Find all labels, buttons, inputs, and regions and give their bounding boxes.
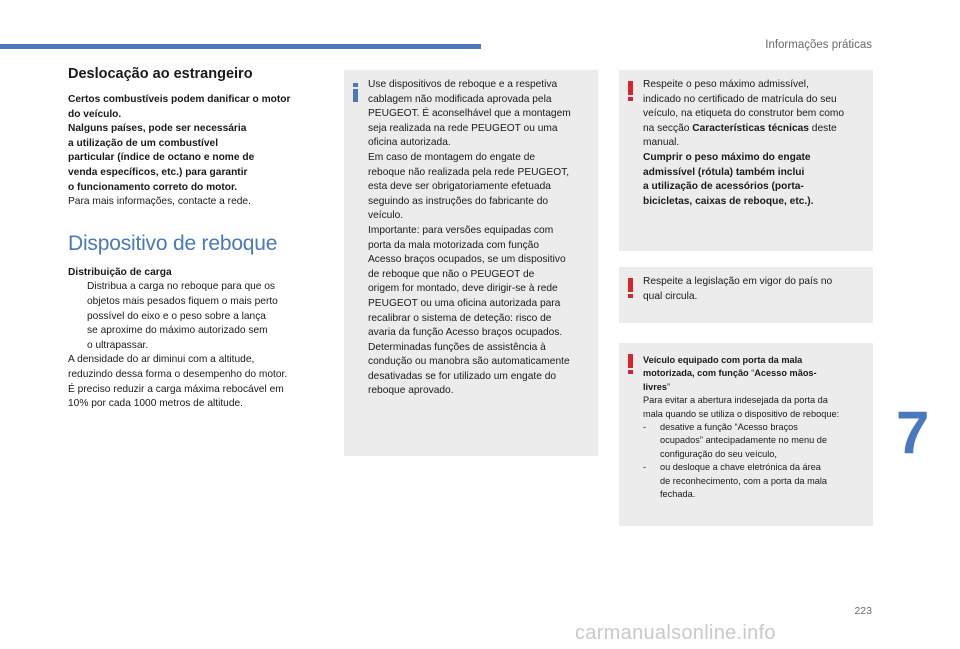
travel-contact-text: Para mais informações, contacte a rede. bbox=[68, 196, 251, 208]
tech-specs-ref: Características técnicas bbox=[692, 122, 809, 134]
load-heading: Distribuição de carga bbox=[68, 266, 172, 278]
page-number: 223 bbox=[854, 605, 872, 617]
tow-title: Dispositivo de reboque bbox=[68, 231, 278, 255]
warning-box-weight bbox=[619, 70, 873, 251]
density-text: A densidade do ar diminui com a altitude, reduzindo dessa forma o desempenho do motor. É preciso reduzir a carga máxima rebocável em 10% por cada 1000 metros de altitude. bbox=[68, 354, 288, 410]
watermark: carmanualsonline.info bbox=[575, 622, 776, 644]
warning-icon bbox=[628, 81, 633, 101]
left-column bbox=[68, 66, 332, 412]
travel-title: Deslocação ao estrangeiro bbox=[68, 66, 253, 82]
load-bullet: Distribua a carga no reboque para que os objetos mais pesados fiquem o mais perto possível do eixo e o peso sobre a lança se aproxime do máximo autorizado sem o ultrapassar. bbox=[87, 281, 278, 351]
warning-legislation-text: Respeite a legislação em vigor do país no qual circula. bbox=[643, 276, 833, 302]
info-box bbox=[344, 70, 598, 456]
travel-bold-text: Certos combustíveis podem danificar o motor do veículo. Nalguns países, pode ser necessária a utilização de um combustível particular (índice de octano e nome de venda específicos, etc.) para garantir o funcionamento correto do motor. bbox=[68, 94, 291, 193]
dash-item: - ou desloque a chave eletrónica da área de reconhecimento, com a porta da mala fechada. bbox=[643, 462, 827, 500]
section-header: Informações práticas bbox=[765, 39, 872, 51]
info-icon bbox=[353, 83, 358, 102]
chapter-number: 7 bbox=[896, 399, 930, 466]
header-accent-bar bbox=[0, 44, 481, 49]
warning-box-legislation bbox=[619, 267, 873, 323]
warning-icon bbox=[628, 278, 633, 298]
info-box-text: Use dispositivos de reboque e a respetiva cablagem não modificada aprovada pela PEUGEOT. É aconselhável que a montagem seja realizada na rede PEUGEOT ou uma oficina autorizada. Em caso de montagem do engate de reboque não realizada pela rede PEUGEOT, esta deve ser obrigatoriamente efetuada seguindo as instruções do fabricante do veículo. Importante: para versões equipadas com porta da mala motorizada com função Acesso braços ocupados, se um dispositivo de reboque que não o PEUGEOT de origem for montado, deve dirigir-se à rede PEUGEOT ou uma oficina autorizada para recalibrar o sistema de deteção: risco de avaria da função Acesso braços ocupados. Determinadas funções de assistência à condução ou manobra são automaticamente desativadas se for utilizado um engate do reboque aprovado. bbox=[368, 79, 571, 397]
dash-item: - desative a função “Acesso braços ocupados” antecipadamente no menu de configuração do seu veículo, bbox=[643, 422, 828, 459]
warning-box-tailgate bbox=[619, 343, 873, 526]
warning-icon bbox=[628, 354, 633, 374]
warning-weight-text: Respeite o peso máximo admissível, indicado no certificado de matrícula do seu veículo, na etiqueta do construtor bem como na secção Características técnicas deste manual. Cumprir o peso máximo do engate admissível (rótula) também inclui a utilização de acessórios (porta- bicicletas, caixas de reboque, etc.). bbox=[643, 79, 845, 207]
warning-tailgate-text: Veículo equipado com porta da mala motorizada, com função “Acesso mãos- livres” Para evitar a abertura indesejada da porta da mala quando se utiliza o dispositivo de reboque: - desative a função “Acesso braços ocupados” antecipadamente no menu de configuração do seu veículo, - ou desloque a chave eletrónica da área de reconhecimento, com a porta da mala fechada. bbox=[643, 354, 868, 501]
